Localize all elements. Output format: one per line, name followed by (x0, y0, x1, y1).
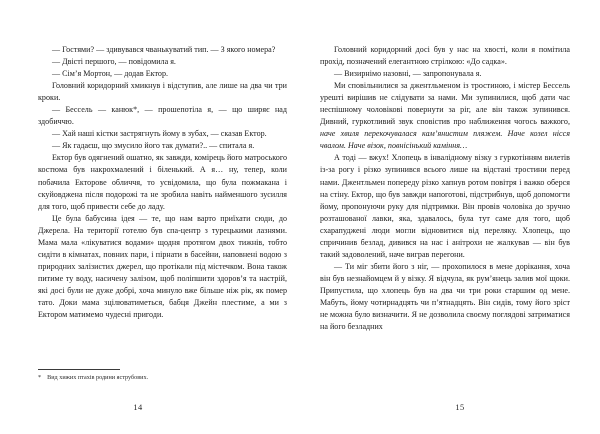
footnote-text: Вид хижих птахів родини яструбових. (47, 374, 149, 381)
paragraph: — Двісті першого, — повідомила я. (52, 57, 176, 67)
page-left-textblock (38, 44, 287, 321)
page-number-right: 15 (455, 403, 465, 412)
paragraph: — Ти міг збити його з ніг, — прохопилося в мене дорікання, хоча він був незнайомцем й у візку. Я відчула, як рум’янець залив мої щоки. Припустила, що хлопець був на два чи три роки старшим од мене. Мабуть, йому чотирнадцять чи п’ятнадцять. Він сидів, тому його зріст не можна було визначити. Я не дозволила своєму поглядові затриматися на його безладних (320, 261, 570, 332)
page-number-left: 14 (133, 403, 143, 412)
footnote (38, 374, 288, 382)
italic-run: наче хвиля перекочувалася кам’янистим пляжем. Наче козел нісся чвалом. Наче візок, повнісінький каміння… (320, 129, 570, 151)
footnote-separator-rule (38, 369, 120, 370)
footnote-area (38, 369, 288, 382)
paragraph: Головний коридорний досі був у нас на хвості, коли я помітила прохід, позначений елегантною стрілкою: «До садка». (320, 45, 570, 67)
paragraph: А тоді — вжух! Хлопець в інвалідному візку з гуркотінням вилетів із-за рогу і різко зупинився всього лише на відстані тростини перед нами. Джентльмен попереду різко хапнув ротом повітря і важко оберся на стіну. Ектор, що був завжди напоготові, підстрибнув, щоб допомогти йому, пропонуючи руку для підтримки. Він провів чоловіка до зручно розташованої лавки, яка, здавалось, була тут саме для того, щоб схарапуджені люди могли відновитися від переляку. Хлопець, що спричинив безлад, дивився на нас і анітрохи не жалкував — він був такий задоволений, наче виграв перегони. (320, 153, 570, 259)
footnote-marker: * (38, 374, 42, 381)
paragraph: — Бессель — канюк*, — прошепотіла я, — що ширяє над здобиччю. (38, 105, 287, 127)
paragraph: — Як гадаєш, що змусило його так думати?.. — спитала я. (52, 141, 255, 151)
page-right-textblock (320, 44, 570, 333)
paragraph: Ми сповільнилися за джентльменом із тростиною, і містер Бессель урешті вирішив не слідувати за нами. Ми зупинилися, щоб дати час неспішному чоловікові повернути за ріг, але він також зупинився. Дивний, гуркотливий звук сповістив про наближення чогось важкого, наче хвиля перекочувалася кам’янистим пляжем. Наче козел нісся чвалом. Наче візок, повнісінький каміння… (320, 81, 570, 151)
paragraph: — Хай наші кістки застрягнуть йому в зубах, — сказав Ектор. (52, 129, 267, 139)
paragraph: Головний коридорний хмикнув і відступив, але лише на два чи три кроки. (38, 81, 287, 103)
page-right (300, 0, 600, 434)
paragraph: — Визирнімо назовні, — запропонувала я. (334, 69, 482, 79)
paragraph: Ектор був одягнений ошатно, як завжди, комірець його матроського костюма був накрохмалений і біленький. А я… ну, тепер, коли побачила Екторове обличчя, то усвідомила, що була пожмакана і скуйовджена після подорожі та не зробила навіть найменшого зусилля для того, щоб привести себе до ладу. (38, 153, 287, 211)
paragraph: Це була бабусина ідея — те, що нам варто приїхати сюди, до Джерела. На території готелю був спа-центр з турецькими лазнями. Мама мала «лікуватися водами» щодня протягом двох тижнів, тобто сидіти в кімнатах, повних пари, і пірнати в басейни, наповнені водою з природних залізистих джерел, що протікали під містечком. Вона також питиме ту воду, насичену залізом, щоб поліпшити здоров’я та настрій, які досі були не дуже добрі, хоча минуло вже більше ніж рік, як помер тато. Доки мама зцілюватиметься, бабця Джейн плестиме, а ми з Ектором матимемо чудесні пригоди. (38, 213, 287, 320)
paragraph: — Сім’я Мортон, — додав Ектор. (52, 69, 169, 79)
paragraph: — Гостями? — здивувався чванькуватий тип. — З якого номера? (52, 45, 276, 54)
